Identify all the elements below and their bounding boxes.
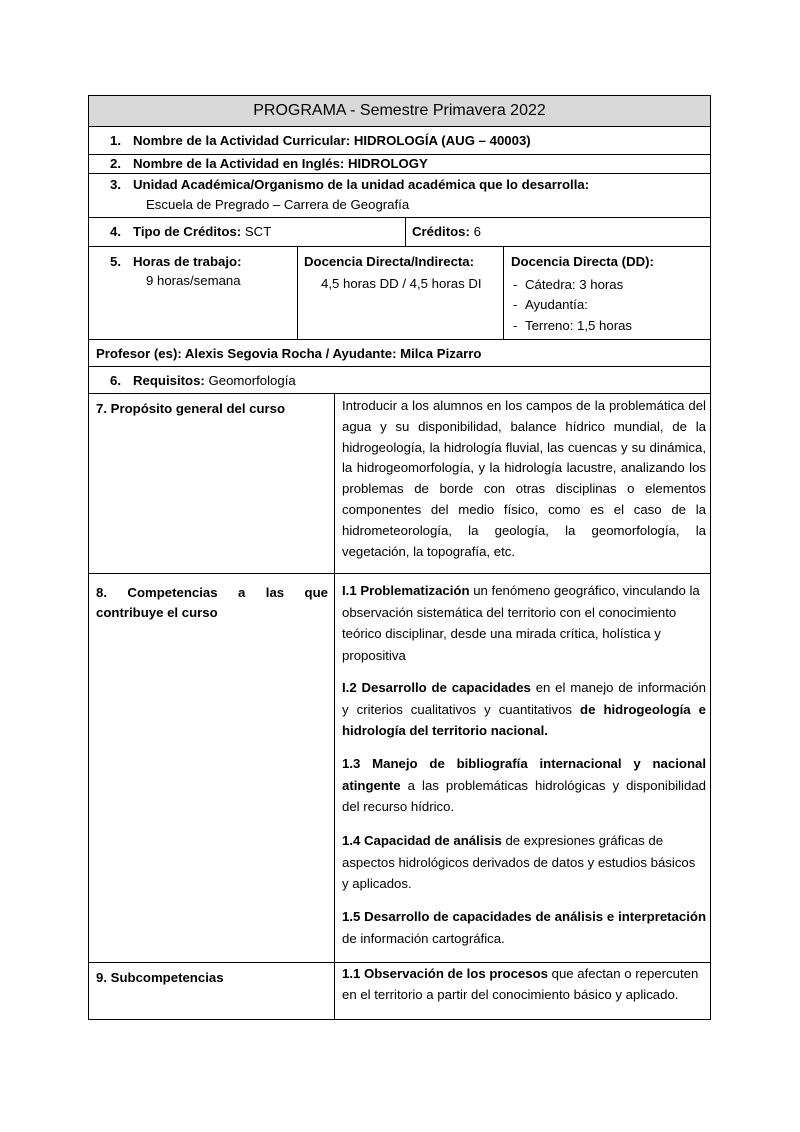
dd-label: Docencia Directa (DD):	[511, 254, 654, 269]
competencia-item: 1.5 Desarrollo de capacidades de análisis e interpretación de información cartográfica.	[342, 909, 706, 946]
creditos-value: 6	[473, 224, 481, 239]
dd-item: - Ayudantía:	[513, 297, 588, 312]
field-label: Nombre de la Actividad en Inglés:	[133, 156, 345, 171]
field-label: Horas de trabajo:	[133, 254, 242, 269]
creditos-label: Créditos:	[412, 224, 470, 239]
field-value: HIDROLOGY	[347, 156, 428, 171]
row-unidad-academica	[88, 173, 711, 218]
field-label: Nombre de la Actividad Curricular:	[133, 133, 351, 148]
cell-divider	[334, 574, 335, 962]
competencia-item: I.2 Desarrollo de capacidades en el manejo de información y criterios cualitativos y cuantitativos de hidrogeología e hidrología del territorio nacional.	[342, 680, 707, 738]
cell-divider	[297, 247, 298, 339]
cell-divider	[405, 218, 406, 246]
row-nombre-ingles	[88, 154, 711, 174]
item-number: 4.	[110, 224, 121, 239]
row-requisitos	[88, 366, 711, 394]
proposito-label: 7. Propósito general del curso	[96, 401, 286, 416]
dd-item: - Cátedra: 3 horas	[513, 277, 624, 292]
profesor-text: Profesor (es): Alexis Segovia Rocha / Ayudante: Milca Pizarro	[96, 346, 482, 361]
field-value: Escuela de Pregrado – Carrera de Geografía	[146, 197, 410, 212]
row-subcompetencias	[88, 962, 711, 1020]
item-number: 3.	[110, 177, 121, 192]
row-nombre-actividad	[88, 126, 711, 155]
competencias-label-line1: 8. Competencias a las que	[96, 585, 328, 600]
field-label: Requisitos:	[133, 373, 205, 388]
program-header	[88, 95, 711, 127]
item-number: 2.	[110, 156, 121, 171]
proposito-text: Introducir a los alumnos en los campos de la problemática del agua y su disponibilidad, balance hídrico mundial, de la hidrogeología, la hidrología fluvial, las cuencas y su dinámica, la hidrogeomorfología, y la hidrología lacustre, analizando los problemas de borde con otras disciplinas o elementos componentes del medio físico, como es el caso de la hidrometeorología, la geología, la geomorfología, la vegetación, la topografía, etc.	[342, 398, 706, 559]
competencia-item: 1.3 Manejo de bibliografía internacional y nacional atingente a las problemáticas hidrológicas y disponibilidad del recurso hídrico.	[342, 756, 706, 814]
item-number: 6.	[110, 373, 121, 388]
row-horas-trabajo	[88, 246, 711, 340]
cell-divider	[503, 247, 504, 339]
row-profesor	[88, 339, 711, 367]
docencia-label: Docencia Directa/Indirecta:	[304, 254, 475, 269]
competencias-label-line2: contribuye el curso	[96, 605, 218, 620]
item-number: 1.	[110, 133, 121, 148]
subcompetencias-label: 9. Subcompetencias	[96, 970, 224, 985]
docencia-value: 4,5 horas DD / 4,5 horas DI	[321, 276, 482, 291]
field-value: 9 horas/semana	[146, 273, 241, 288]
row-proposito	[88, 393, 711, 574]
subcompetencia-item: 1.1 Observación de los procesos que afectan o repercuten en el territorio a partir del conocimiento básico y aplicado.	[342, 966, 699, 1002]
cell-divider	[334, 963, 335, 1019]
competencia-item: I.1 Problematización un fenómeno geográfico, vinculando la observación sistemática del territorio con el conocimiento teórico disciplinar, desde una mirada crítica, holística y propositiva	[342, 583, 700, 663]
competencia-item: 1.4 Capacidad de análisis de expresiones gráficas de aspectos hidrológicos derivados de datos y estudios básicos y aplicados.	[342, 833, 696, 891]
field-value: SCT	[244, 224, 272, 239]
field-label: Tipo de Créditos:	[133, 224, 242, 239]
row-competencias	[88, 573, 711, 963]
field-value: HIDROLOGÍA (AUG – 40003)	[353, 133, 531, 148]
field-value: Geomorfología	[208, 373, 296, 388]
page-title: PROGRAMA - Semestre Primavera 2022	[253, 102, 546, 119]
row-tipo-creditos	[88, 217, 711, 247]
dd-item: - Terreno: 1,5 horas	[513, 318, 633, 333]
field-label: Unidad Académica/Organismo de la unidad académica que lo desarrolla:	[133, 177, 590, 192]
cell-divider	[334, 394, 335, 573]
item-number: 5.	[110, 254, 121, 269]
